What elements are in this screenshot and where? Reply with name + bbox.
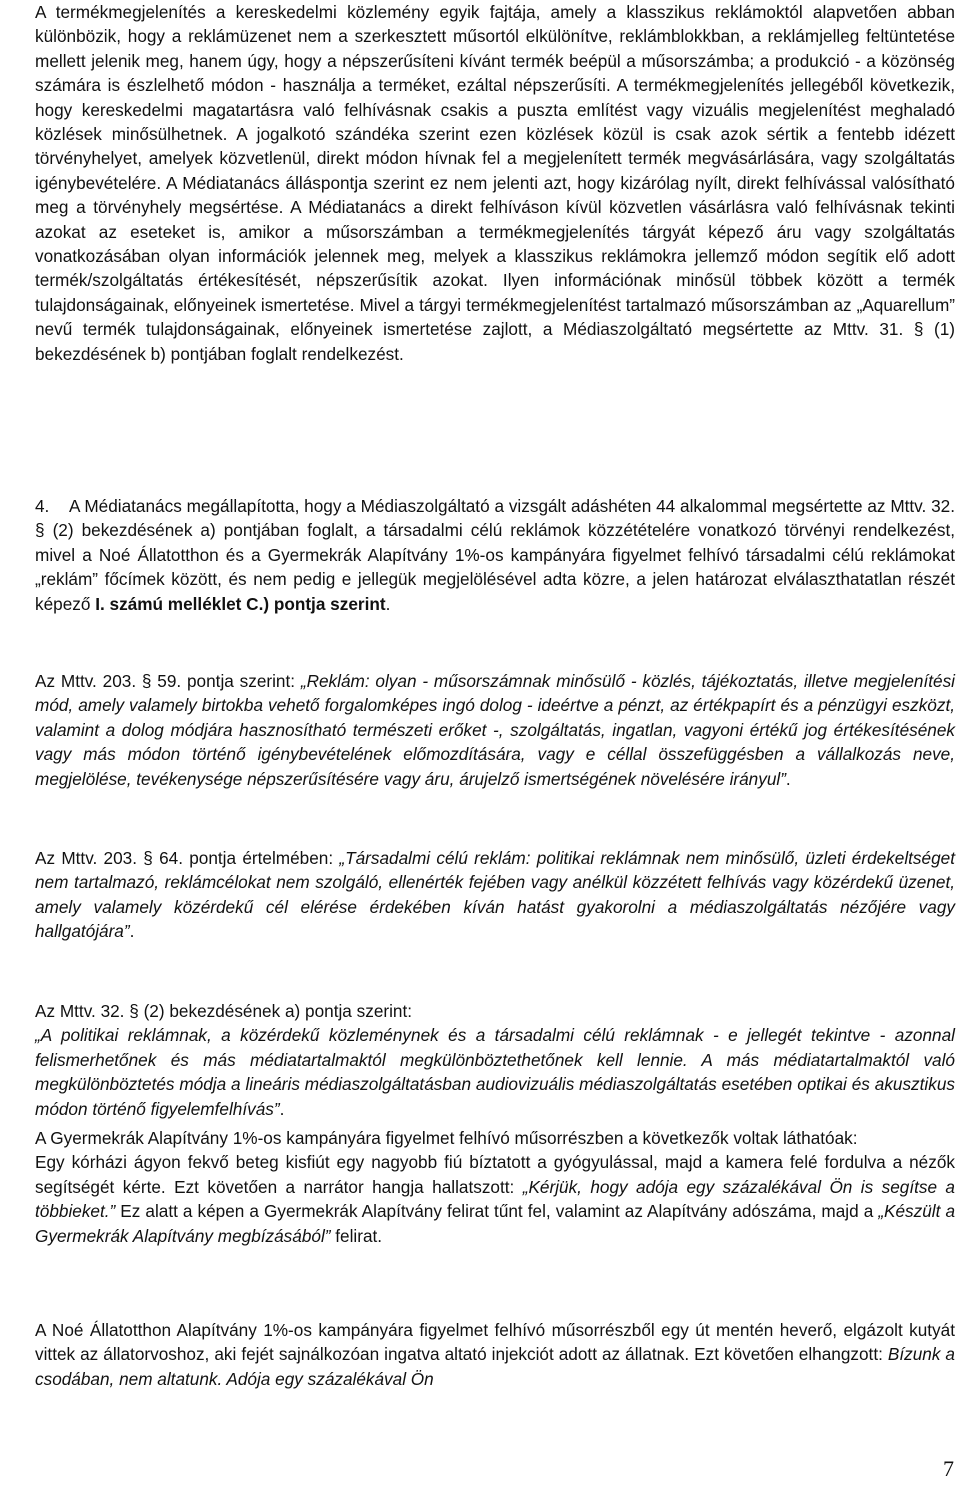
- paragraph-mttv-32: [35, 999, 955, 1121]
- gyermekrak-quote-1: „Kérjük, hogy adója egy százalékával Ön is segítse a többieket.”: [35, 1176, 955, 1222]
- definition-end: .: [129, 921, 135, 942]
- gyermekrak-intro: A Gyermekrák Alapítvány 1%-os kampányára figyelmet felhívó műsorrészben a következők voltak láthatóak:: [35, 1128, 858, 1148]
- point-number: 4.: [35, 496, 50, 516]
- point-end: .: [385, 593, 391, 614]
- definition-quote: „A politikai reklámnak, a közérdekű közleménynek és a társadalmi célú reklámnak - e jellegét tekintve - azonnal felismerhetőnek és más médiatartalmaktól megkülönböztethetőnek kell lennie. A más médiatartalmaktól való megkülönböztetés módja a lineáris médiaszolgáltatásban audiovizuális médiaszolgáltatás esetében optikai és akusztikus módon történő figyelemfelhívás”: [35, 1025, 955, 1119]
- point-text: A Médiatanács megállapította, hogy a Médiaszolgáltató a vizsgált adáshéten 44 alkalommal megsértette az Mttv. 32. § (2) bekezdésének a) pontjában foglalt, a társadalmi célú reklámok közzétételére vonatkozó törvényi rendelkezést, mivel a Noé Állatotthon és a Gyermekrák Alapítvány 1%-os kampányára figyelmet felhívó társadalmi célú reklámokat „reklám” főcímek között, és nem pedig e jellegük megjelölésével adta közre, a jelen határozat elválaszthatatlan részét képező: [35, 496, 955, 614]
- paragraph-product-placement: [35, 0, 955, 366]
- noe-quote-1: Bízunk a csodában, nem altatunk. Adója egy százalékával Ön: [35, 1344, 955, 1389]
- gyermekrak-quote-2: „Készült a Gyermekrák Alapítvány megbízásából”: [35, 1201, 955, 1246]
- paragraph-social-ad-definition: [35, 846, 955, 944]
- definition-quote: „Társadalmi célú reklám: politikai reklámnak nem minősülő, üzleti érdekeltséget nem tartalmazó, reklámcélokat nem szolgáló, ellenérték fejében vagy anélkül közzétett felhívás vagy közérdekű üzenet, amely valamely közérdekű cél elérése érdekében kíván hatást gyakorolni a médiaszolgáltatás nézőjére vagy hallgatójára”: [35, 848, 955, 942]
- paragraph-text: A termékmegjelenítés a kereskedelmi közlemény egyik fajtája, amely a klasszikus reklámoktól alapvetően abban különbözik, hogy a reklámüzenet nem a szerkesztett műsortól elkülönítve, reklámblokkban, a reklámjelleg feltüntetése mellett jelenik meg, hanem úgy, hogy a népszerűsíteni kívánt termék beépül a műsorszámba; a produkció - a közönség számára is észlelhető módon - használja a terméket, ezáltal népszerűsíti. A termékmegjelenítés jellegéből következik, hogy kereskedelmi magatartásra való felhívásnak csakis a puszta említést vagy vizuális megjelenítést meghaladó közlések minősülhetnek. A jogalkotó szándéka szerint ezen közlések közül is csak azok sértik a fentebb idézett törvényhelyet, amelyek közvetlenül, direkt módon hívnak fel a megjelenített termék megvásárlására, vagy szolgáltatás igénybevételére. A Médiatanács álláspontja szerint ez nem jelenti azt, hogy kizárólag nyílt, direkt felhívással valósítható meg a törvényhely megsértése. A Médiatanács a direkt felhíváson kívül közvetlen vásárlásra való felhívásnak tekinti azokat az eseteket is, amikor a műsorszámban a termékmegjelenítés tárgyát képező áru vagy szolgáltatás vonatkozásában olyan információk jelennek meg, melyek a klasszikus reklámokra jellemző módon segítik elő adott termék/szolgáltatás értékesítését, népszerűsítik azokat. Ilyen információnak minősül többek között a termék tulajdonságainak, előnyeinek ismertetése. Mivel a tárgyi termékmegjelenítést tartalmazó műsorszámban az „Aquarellum” nevű termék tulajdonságainak, előnyeinek ismertetése zajlott, a Médiaszolgáltató megsértette az Mttv. 31. § (1) bekezdésének b) pontjában foglalt rendelkezést.: [35, 2, 955, 364]
- point-4: [35, 494, 955, 616]
- definition-end: .: [279, 1098, 285, 1119]
- definition-quote: „Reklám: olyan - műsorszámnak minősülő - közlés, tájékoztatás, illetve megjelenítési mód, amely valamely birtokba vehető forgalomképes ingó dolog - ideértve a pénzt, az értékpapírt és a pénzügyi eszközt, valamint a dolog módjára hasznosítható természeti erőket -, szolgáltatás, ingatlan, vagyoni értékű jog értékesítésének vagy más módon történő igénybevételének előmozdítására, vagy e céllal összefüggésben a vállalkozás neve, megjelölése, tevékenysége népszerűsítésére vagy áru, árujelző ismertségének növelésére irányul”: [35, 671, 955, 789]
- paragraph-reklam-definition: [35, 669, 955, 791]
- paragraph-gyermekrak: [35, 1126, 955, 1248]
- paragraph-noe: [35, 1318, 955, 1391]
- gyermekrak-text-2: Ez alatt a képen a Gyermekrák Alapítvány felirat tűnt fel, valamint az Alapítvány adószáma, majd a: [115, 1201, 879, 1222]
- gyermekrak-text-3: felirat.: [330, 1225, 383, 1246]
- gyermekrak-text-1: Egy kórházi ágyon fekvő beteg kisfiút egy nagyobb fiú bíztatott a gyógyulással, majd a kamera felé fordulva a nézők segítségét kérte. Ezt követően a narrátor hangja hallatszott:: [35, 1152, 955, 1197]
- page-number: 7: [943, 1456, 954, 1481]
- annex-reference: I. számú melléklet C.) pontja szerint: [95, 593, 386, 614]
- definition-lead: Az Mttv. 203. § 59. pontja szerint:: [35, 671, 301, 691]
- noe-text-1: A Noé Állatotthon Alapítvány 1%-os kampányára figyelmet felhívó műsorrészből egy út mentén heverő, elgázolt kutyát vittek az állatorvoshoz, aki fejét sajnálkozóan ingatva altató injekciót adott az állatnak. Ezt követően elhangzott:: [35, 1320, 955, 1365]
- definition-end: .: [785, 768, 791, 789]
- definition-lead: Az Mttv. 203. § 64. pontja értelmében:: [35, 848, 340, 868]
- definition-lead: Az Mttv. 32. § (2) bekezdésének a) pontja szerint:: [35, 1001, 413, 1021]
- point-body: [35, 494, 955, 616]
